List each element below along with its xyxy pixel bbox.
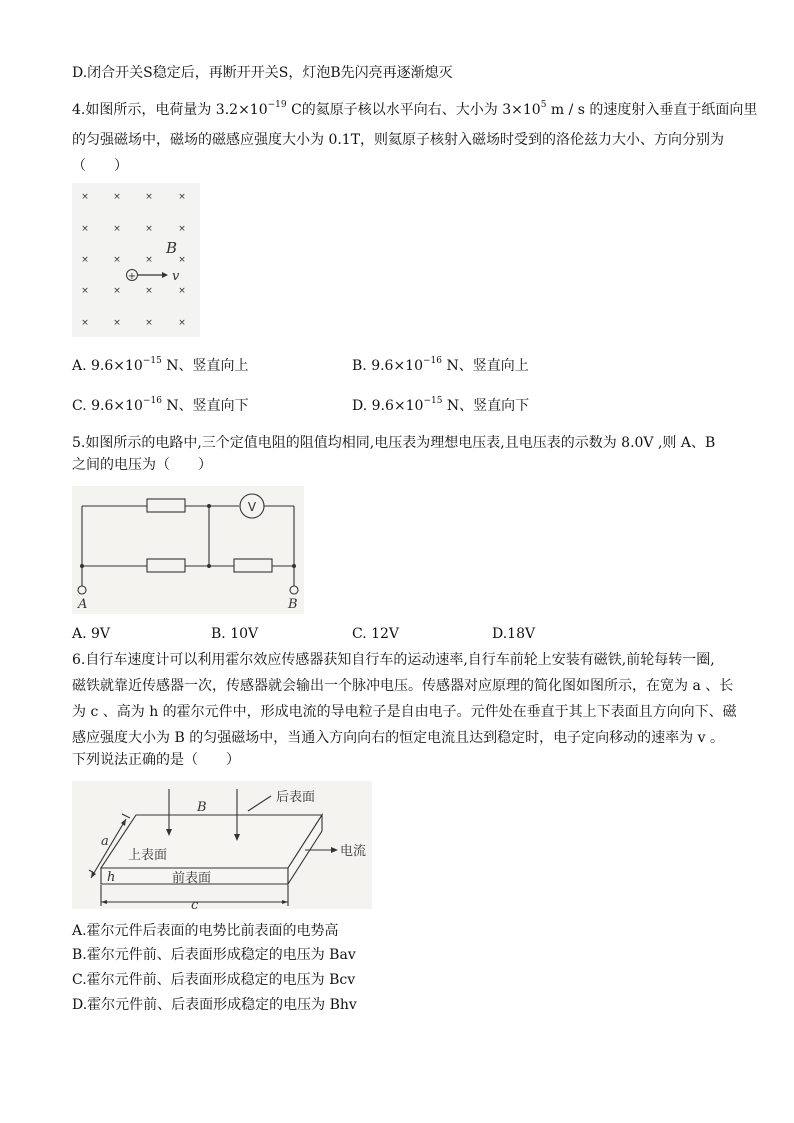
q6-back-surface-label: 后表面 [276, 790, 316, 805]
q6-option-c: C.霍尔元件前、后表面形成稳定的电压为 Bcv [72, 972, 356, 988]
q5-circuit-figure [72, 486, 304, 614]
q5-option-b: B. 10V [211, 626, 259, 642]
svg-text:×: × [178, 192, 186, 202]
q6-option-d: D.霍尔元件前、后表面形成稳定的电压为 Bhv [72, 997, 357, 1013]
q6-length-label: c [191, 898, 199, 909]
q6-current-label: 电流 [340, 844, 367, 859]
svg-text:×: × [178, 286, 186, 296]
svg-text:×: × [145, 192, 153, 202]
q5-option-d: D.18V [492, 626, 536, 642]
svg-text:×: × [81, 224, 89, 234]
svg-text:×: × [81, 192, 89, 202]
q6-hall-element-figure [72, 781, 372, 909]
q6-front-surface-label: 前表面 [172, 871, 212, 886]
svg-text:×: × [145, 318, 153, 328]
q5-stem-line2: 之间的电压为（ ） [72, 457, 212, 473]
q6-field-label: B [197, 800, 207, 815]
q6-top-surface-label: 上表面 [128, 848, 168, 863]
svg-text:×: × [178, 255, 186, 265]
q4-option-c: C. $9.6\times 10^{-16}$ N、竖直向下 [72, 396, 249, 414]
q5-resistor-top [147, 499, 185, 512]
svg-text:×: × [113, 318, 121, 328]
q5-option-c: C. 12V [352, 626, 400, 642]
q4-field-label: B [166, 239, 178, 257]
q4-option-a: A. $9.6\times 10^{-15}$ N、竖直向上 [72, 356, 249, 374]
q3-option-d: D.闭合开关S稳定后，再断开开关S，灯泡B先闪亮再逐渐熄灭 [72, 65, 453, 81]
q4-option-b: B. $9.6\times 10^{-16}$ N、竖直向上 [352, 356, 529, 374]
q4-stem-line3: （ ） [72, 158, 128, 174]
q6-stem-line3: 为 c 、高为 h 的霍尔元件中，形成电流的导电粒子是自由电子。元件处在垂直于其上下表面且方向向下、磁 [72, 704, 737, 720]
q6-stem-line1: 6.自行车速度计可以利用霍尔效应传感器获知自行车的运动速率,自行车前轮上安装有磁铁,前轮每转一圈, [72, 652, 715, 668]
svg-text:×: × [178, 318, 186, 328]
svg-text:×: × [81, 318, 89, 328]
svg-text:×: × [113, 255, 121, 265]
q5-resistor-bottom-left [147, 559, 185, 572]
q4-magnetic-field-figure [72, 183, 200, 337]
q5-resistor-bottom-right [234, 559, 272, 572]
svg-text:×: × [178, 224, 186, 234]
q6-stem-line2: 磁铁就靠近传感器一次，传感器就会输出一个脉冲电压。传感器对应原理的简化图如图所示，在宽为 a 、长 [72, 678, 734, 694]
svg-text:×: × [81, 255, 89, 265]
q6-stem-line5: 下列说法正确的是（ ） [72, 752, 240, 768]
q5-terminal-b: B [288, 597, 298, 612]
q4-velocity-label: v [172, 269, 180, 284]
q6-width-label: a [101, 834, 109, 849]
q5-stem-line1: 5.如图所示的电路中,三个定值电阻的阻值均相同,电压表为理想电压表,且电压表的示数为 8.0V ,则 A、B [72, 435, 716, 451]
svg-text:V: V [247, 500, 257, 514]
q5-option-a: A. 9V [72, 626, 111, 642]
q6-option-b: B.霍尔元件前、后表面形成稳定的电压为 Bav [72, 947, 356, 963]
svg-text:×: × [145, 224, 153, 234]
svg-text:×: × [145, 286, 153, 296]
q4-stem-line2: 的匀强磁场中，磁场的磁感应强度大小为 0.1T，则氦原子核射入磁场时受到的洛伦兹力大小、方向分别为 [72, 132, 725, 148]
svg-text:×: × [113, 286, 121, 296]
q6-height-label: h [107, 870, 116, 885]
svg-text:×: × [113, 192, 121, 202]
svg-text:×: × [113, 224, 121, 234]
svg-text:×: × [145, 255, 153, 265]
q6-stem-line4: 感应强度大小为 B 的匀强磁场中，当通入方向向右的恒定电流且达到稳定时，电子定向移动的速率为 v 。 [72, 730, 724, 746]
svg-text:×: × [81, 286, 89, 296]
svg-text:+: + [127, 271, 137, 282]
q4-stem-line1: 4.如图所示，电荷量为 $3.2\times 10^{-19}$ C的氦原子核以水平向右、大小为 $3\times 10^5$ m / s 的速度射入垂直于纸面向里 [72, 100, 758, 118]
q5-terminal-a: A [78, 597, 88, 612]
q4-option-d: D. $9.6\times 10^{-15}$ N、竖直向下 [352, 396, 530, 414]
q6-option-a: A.霍尔元件后表面的电势比前表面的电势高 [72, 923, 339, 939]
